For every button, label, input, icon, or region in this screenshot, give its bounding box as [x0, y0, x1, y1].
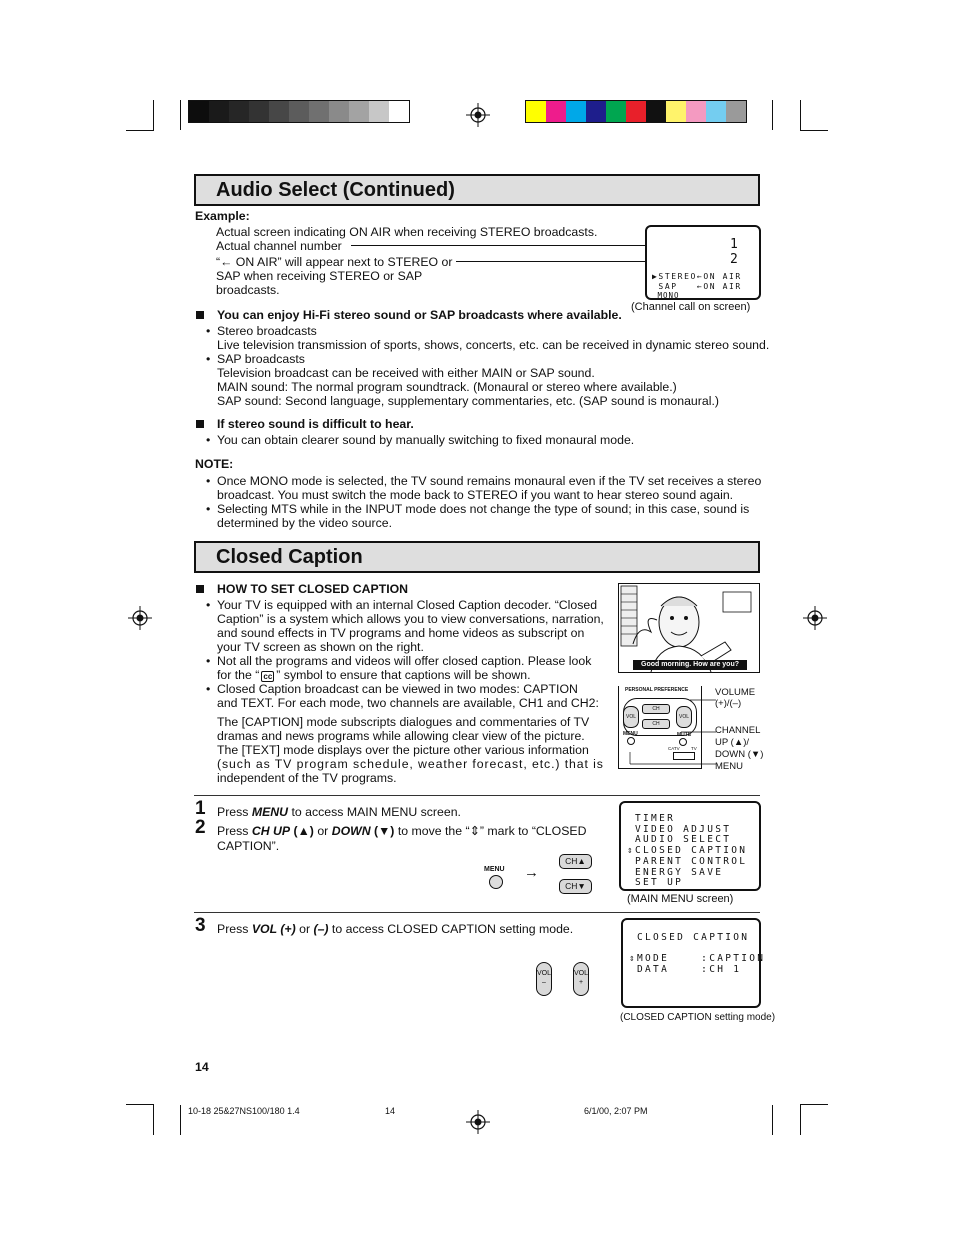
- screen-caption: (CLOSED CAPTION setting mode): [620, 1012, 776, 1023]
- color-swatch: [586, 101, 606, 122]
- remote-label: PERSONAL PREFERENCE: [625, 687, 689, 693]
- page-number: 14: [195, 1060, 209, 1074]
- square-bullet-icon: [196, 585, 204, 593]
- screen-caption: (MAIN MENU screen): [627, 893, 734, 905]
- color-swatch: [626, 101, 646, 122]
- screen-row: SAP ←ON AIR: [652, 282, 742, 291]
- crop-mark: [772, 1105, 773, 1135]
- remote-label: MUTE: [677, 732, 692, 738]
- remote-label: MENU: [623, 731, 638, 737]
- square-bullet-icon: [196, 311, 204, 319]
- grayscale-bar: [188, 100, 410, 123]
- vol-plus-button[interactable]: VOL +: [573, 962, 589, 996]
- color-swatch: [269, 101, 289, 122]
- remote-ch-down-button[interactable]: CH: [642, 719, 670, 729]
- color-swatch: [606, 101, 626, 122]
- crop-mark: [153, 100, 154, 130]
- text-run: (▼): [370, 824, 395, 838]
- menu-item: PARENT CONTROL: [627, 855, 748, 867]
- remote-ch-up-button[interactable]: CH: [642, 704, 670, 714]
- crop-mark: [772, 100, 773, 130]
- crop-mark: [800, 1105, 801, 1135]
- color-swatch: [526, 101, 546, 122]
- step-text: [217, 824, 586, 838]
- example-label: Example:: [195, 209, 250, 223]
- arrow-right-icon: →: [524, 864, 539, 881]
- crop-mark: [180, 1105, 181, 1135]
- example-text: SAP when receiving STEREO or SAP: [216, 269, 423, 283]
- text-run: (▲): [290, 824, 314, 838]
- section-header-caption: [194, 541, 760, 573]
- note-label: NOTE:: [195, 457, 234, 471]
- ch-up-button[interactable]: CH▲: [559, 854, 592, 869]
- example-text: Actual channel number: [216, 239, 342, 253]
- subtitle-bar: Good morning. How are you?: [633, 660, 747, 670]
- screen-row: ▶STEREO←ON AIR: [652, 272, 742, 281]
- remote-vol-plus-button[interactable]: VOL: [676, 706, 692, 728]
- color-swatch: [706, 101, 726, 122]
- text-run: or: [313, 824, 332, 838]
- menu-button-label: MENU: [484, 866, 505, 873]
- color-swatch: [329, 101, 349, 122]
- color-swatch: [726, 101, 746, 122]
- cc-setting-screen: [621, 918, 766, 1008]
- crop-mark: [153, 1105, 154, 1135]
- crop-mark: [180, 100, 181, 130]
- remote-label: CATV: [668, 746, 680, 751]
- registration-mark-icon: [803, 606, 827, 630]
- screen-row: ⇕MODE :CAPTION: [629, 953, 766, 964]
- remote-annotation: CHANNEL: [715, 725, 761, 736]
- list-item: • You can obtain clearer sound by manually switching to fixed monaural mode.: [217, 433, 634, 447]
- paragraph: independent of the TV programs.: [217, 771, 397, 785]
- registration-mark-icon: [128, 606, 152, 630]
- crop-mark: [800, 1104, 828, 1105]
- text-run: Press: [217, 922, 252, 936]
- square-bullet-icon: [196, 420, 204, 428]
- step-text: [217, 805, 461, 819]
- remote-label: TV: [691, 746, 697, 751]
- color-swatch: [686, 101, 706, 122]
- list-item: • Your TV is equipped with an internal Closed Caption decoder. “Closed: [217, 598, 597, 612]
- text-run: ” symbol to ensure that captions will be shown.: [276, 668, 531, 682]
- example-text: “← ON AIR” will appear next to STEREO or: [216, 255, 453, 269]
- paragraph: Caption” is a system which allows you to view conversations, narration,: [217, 612, 604, 626]
- timestamp: 6/1/00, 2:07 PM: [584, 1106, 648, 1116]
- paragraph: broadcast. You must switch the mode back to STEREO if you want to hear stereo sound again.: [217, 488, 734, 502]
- color-bar: [525, 100, 747, 123]
- crop-mark: [800, 100, 801, 130]
- subheading: You can enjoy Hi-Fi stereo sound or SAP broadcasts where available.: [217, 308, 622, 322]
- screen-row: MONO: [652, 291, 680, 300]
- paragraph: (such as TV program schedule, weather forecast, etc.) that is: [217, 757, 604, 771]
- menu-item: AUDIO SELECT: [627, 834, 732, 846]
- paragraph: SAP sound: Second language, supplementary commentaries, etc. (SAP sound is monaural.): [217, 394, 719, 408]
- text-run: to access MAIN MENU screen.: [288, 805, 461, 819]
- page-ref: 14: [385, 1106, 396, 1116]
- text-run: Press: [217, 824, 252, 838]
- color-swatch: [249, 101, 269, 122]
- paragraph: The [CAPTION] mode subscripts dialogues and commentaries of TV: [217, 715, 590, 729]
- step-number: 2: [195, 817, 206, 838]
- color-swatch: [666, 101, 686, 122]
- section-title: Closed Caption: [216, 546, 363, 568]
- paragraph: your TV screen as shown on the right.: [217, 640, 424, 654]
- remote-annotation: MENU: [715, 761, 743, 772]
- list-item: • Stereo broadcasts: [217, 324, 317, 338]
- ch-down-button[interactable]: CH▼: [559, 879, 592, 894]
- list-item: • Once MONO mode is selected, the TV sound remains monaural even if the TV set receives a stereo: [217, 474, 761, 488]
- color-swatch: [369, 101, 389, 122]
- color-swatch: [189, 101, 209, 122]
- menu-button[interactable]: [489, 875, 503, 889]
- key-name: MENU: [251, 805, 289, 819]
- screen-title: CLOSED CAPTION: [629, 932, 750, 943]
- registration-mark-icon: [466, 1110, 490, 1134]
- color-swatch: [389, 101, 409, 122]
- example-text: Actual screen indicating ON AIR when receiving STEREO broadcasts.: [216, 225, 598, 239]
- paragraph: [217, 668, 531, 682]
- menu-item: SET UP: [627, 877, 684, 889]
- text-run: for the “: [217, 668, 260, 682]
- color-swatch: [289, 101, 309, 122]
- divider: [194, 795, 760, 796]
- cc-icon: cc: [263, 672, 273, 681]
- section-header-audio: [194, 174, 760, 206]
- section-title: Audio Select (Continued): [216, 179, 455, 201]
- key-name: DOWN: [331, 824, 371, 838]
- step-text: [217, 922, 573, 936]
- menu-item: VIDEO ADJUST: [627, 823, 732, 835]
- example-text: broadcasts.: [216, 283, 280, 297]
- color-swatch: [229, 101, 249, 122]
- paragraph: MAIN sound: The normal program soundtrack. (Monaural or stereo where available.): [217, 380, 677, 394]
- color-swatch: [309, 101, 329, 122]
- paragraph: Television broadcast can be received with either MAIN or SAP sound.: [217, 366, 595, 380]
- paragraph: The [TEXT] mode displays over the picture other various information: [217, 743, 589, 757]
- paragraph: Live television transmission of sports, shows, concerts, etc. can be received in dynamic stereo sound.: [217, 338, 770, 352]
- text-run: to access CLOSED CAPTION setting mode.: [328, 922, 574, 936]
- registration-mark-icon: [466, 103, 490, 127]
- remote-annotation: DOWN (▼): [715, 749, 764, 760]
- channel-screen: [645, 225, 761, 300]
- crop-mark: [800, 130, 828, 131]
- color-swatch: [209, 101, 229, 122]
- crop-mark: [126, 1104, 154, 1105]
- remote-vol-minus-button[interactable]: VOL: [623, 706, 639, 728]
- remote-annotation: VOLUME: [715, 687, 756, 698]
- color-swatch: [566, 101, 586, 122]
- paragraph: and sound effects in TV programs and home videos as subscript on: [217, 626, 585, 640]
- color-swatch: [349, 101, 369, 122]
- paragraph: dramas and news programs while allowing clear view of the picture.: [217, 729, 585, 743]
- subheading: If stereo sound is difficult to hear.: [217, 417, 414, 431]
- paragraph: determined by the video source.: [217, 516, 392, 530]
- step-number: 1: [195, 798, 206, 819]
- paragraph: and TEXT. For each mode, two channels are available, CH1 and CH2:: [217, 696, 599, 710]
- key-name: VOL (+): [251, 922, 296, 936]
- crop-mark: [126, 130, 154, 131]
- list-item: • Not all the programs and videos will offer closed caption. Please look: [217, 654, 591, 668]
- screen-caption: (Channel call on screen): [631, 301, 751, 313]
- tv-illustration: [618, 583, 760, 673]
- step-text: CAPTION”.: [217, 839, 280, 853]
- vol-minus-button[interactable]: VOL –: [536, 962, 552, 996]
- remote-annotation: UP (▲)/: [715, 737, 750, 748]
- list-item: • Selecting MTS while in the INPUT mode does not change the type of sound; in this case, sound is: [217, 502, 749, 516]
- main-menu-screen: [619, 801, 761, 891]
- key-name: (–): [313, 922, 329, 936]
- menu-item: ⇕CLOSED CAPTION: [627, 845, 748, 857]
- text-run: to move the “⇕” mark to “CLOSED: [394, 824, 587, 838]
- person-illustration-icon: [619, 584, 759, 672]
- color-swatch: [546, 101, 566, 122]
- subheading: HOW TO SET CLOSED CAPTION: [217, 582, 409, 596]
- step-number: 3: [195, 915, 206, 936]
- text-run: Press: [217, 805, 252, 819]
- key-name: CH UP: [251, 824, 291, 838]
- list-item: • SAP broadcasts: [217, 352, 305, 366]
- file-info: 10-18 25&27NS100/180 1.4: [188, 1106, 300, 1116]
- leader-lines: [626, 696, 718, 766]
- color-swatch: [646, 101, 666, 122]
- menu-item: TIMER: [627, 813, 676, 824]
- list-item: • Closed Caption broadcast can be viewed in two modes: CAPTION: [217, 682, 578, 696]
- menu-item: ENERGY SAVE: [627, 866, 724, 878]
- text-run: or: [295, 922, 314, 936]
- channel-number: 1 2: [730, 237, 740, 267]
- screen-row: DATA :CH 1: [629, 964, 742, 975]
- divider: [194, 912, 760, 913]
- remote-annotation: (+)/(–): [715, 698, 742, 709]
